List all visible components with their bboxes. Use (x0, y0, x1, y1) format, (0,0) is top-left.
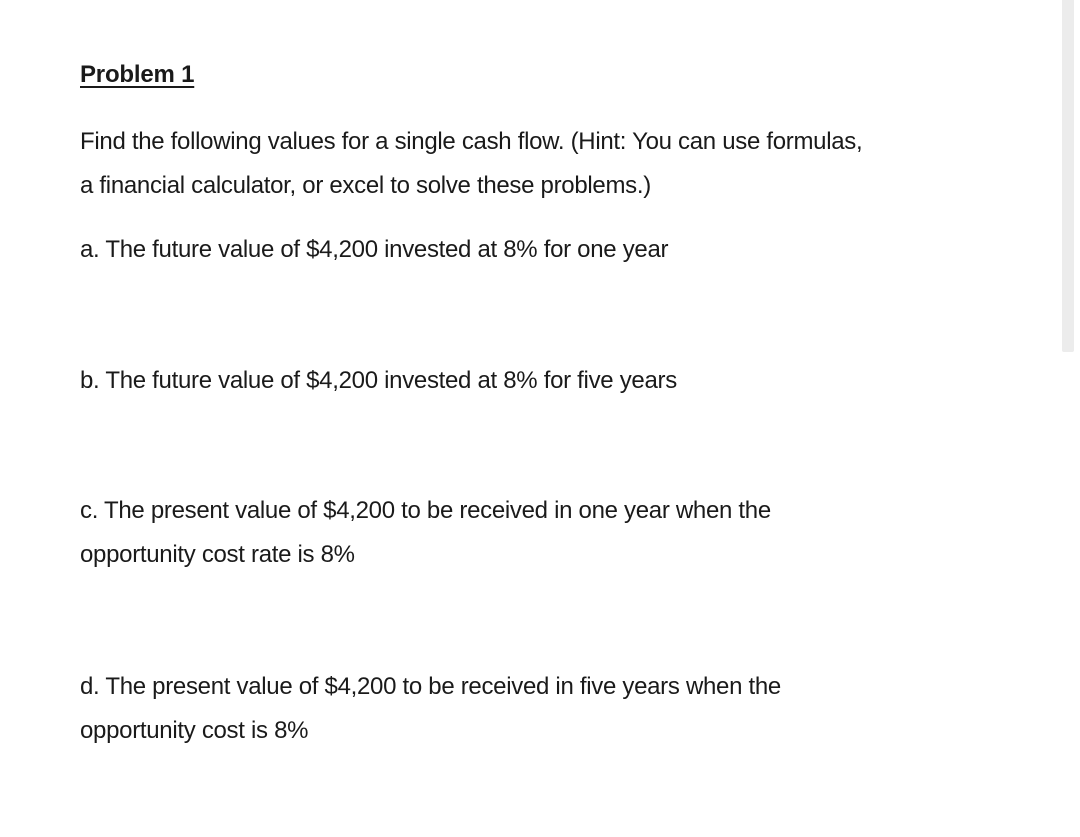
question-b (80, 359, 1040, 403)
instructions-line-1: Find the following values for a single cash flow. (Hint: You can use formulas, (80, 128, 863, 155)
question-a-line-1: a. The future value of $4,200 invested at 8% for one year (80, 236, 669, 263)
question-c-line-1: c. The present value of $4,200 to be received in one year when the (80, 497, 771, 524)
question-d-line-1: d. The present value of $4,200 to be received in five years when the (80, 673, 781, 700)
problem-heading: Problem 1 (80, 61, 195, 88)
question-b-line-1: b. The future value of $4,200 invested at 8% for five years (80, 367, 677, 394)
question-a (80, 228, 1040, 272)
instructions-paragraph (80, 120, 1040, 208)
question-d-line-2: opportunity cost is 8% (80, 717, 309, 744)
vertical-scrollbar-thumb[interactable] (1062, 0, 1074, 352)
question-d (80, 665, 1040, 753)
question-c (80, 489, 1040, 577)
question-c-line-2: opportunity cost rate is 8% (80, 541, 355, 568)
instructions-line-2: a financial calculator, or excel to solve these problems.) (80, 172, 651, 199)
